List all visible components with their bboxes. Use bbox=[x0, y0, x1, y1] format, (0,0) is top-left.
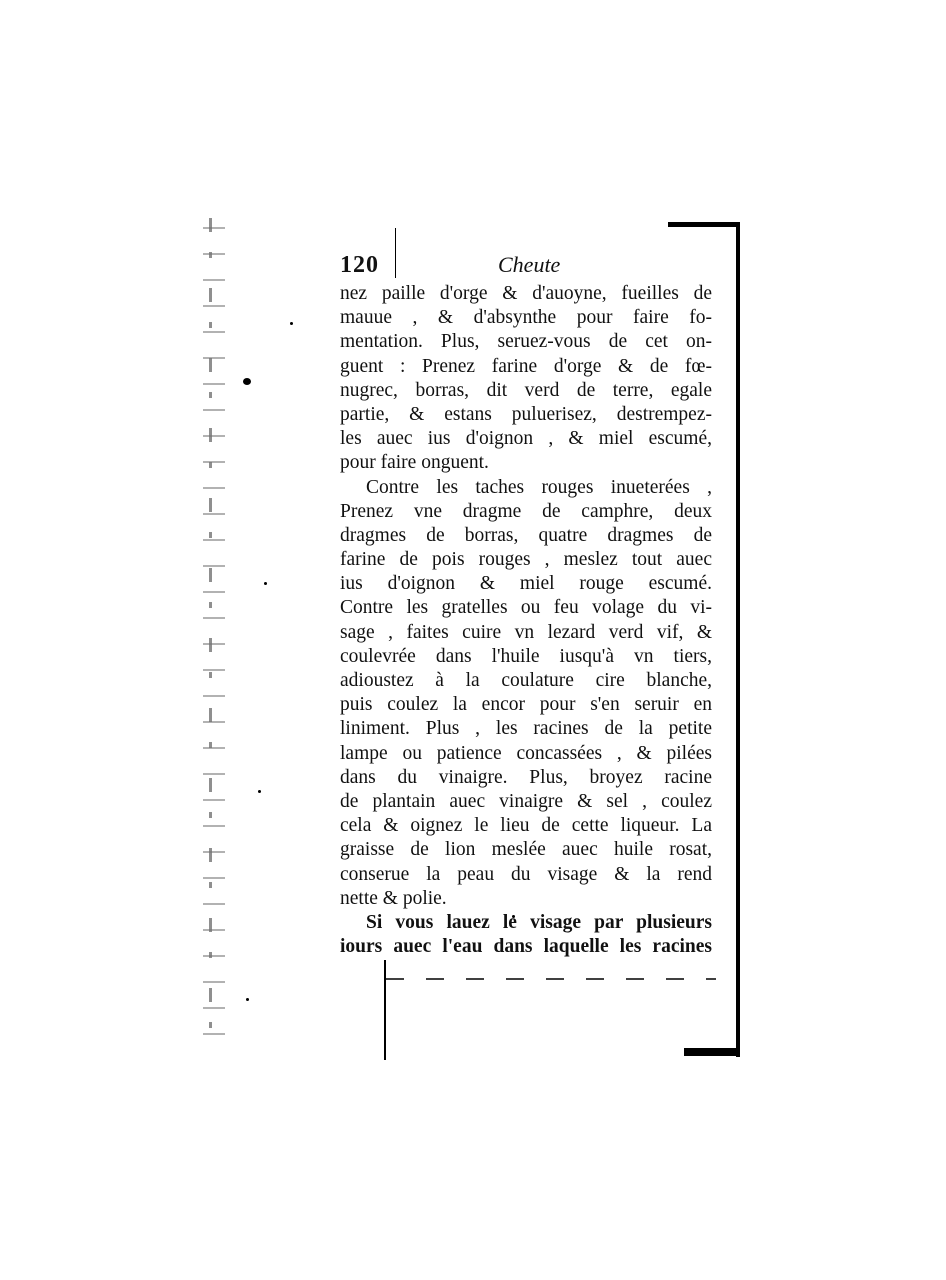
text-line: les auec ius d'oignon , & miel escumé, bbox=[340, 428, 712, 450]
running-head bbox=[340, 250, 712, 284]
running-title: Cheute bbox=[498, 252, 561, 277]
text-line: nez paille d'orge & d'auoyne, fueilles de bbox=[340, 283, 712, 304]
ink-spot bbox=[258, 790, 261, 793]
page-number: 120 bbox=[340, 252, 379, 278]
body-text bbox=[340, 282, 712, 959]
text-line: graisse de lion meslée auec huile rosat, bbox=[340, 839, 712, 861]
text-line: ius d'oignon & miel rouge escumé. bbox=[340, 573, 712, 595]
text-line: pour faire onguent. bbox=[340, 452, 489, 474]
page-right-edge bbox=[736, 222, 740, 1057]
text-line: iours auec l'eau dans laquelle les racines bbox=[340, 936, 712, 958]
ink-spot bbox=[243, 378, 251, 385]
page-bottom-edge-mark bbox=[684, 1048, 740, 1056]
scan-artifact-dashes bbox=[386, 978, 716, 980]
ink-spot bbox=[264, 582, 267, 585]
text-line: mauue , & d'absynthe pour faire fo- bbox=[340, 307, 712, 329]
text-line: Prenez vne dragme de camphre, deux bbox=[340, 500, 712, 522]
text-line: Si vous lauez le visage par plusieurs bbox=[366, 911, 712, 933]
text-line: mentation. Plus, seruez-vous de cet on- bbox=[340, 331, 712, 353]
text-line: coulevrée dans l'huile iusqu'à vn tiers, bbox=[340, 645, 712, 667]
text-line: partie, & estans puluerisez, destrempez- bbox=[340, 403, 712, 425]
text-line: conserue la peau du visage & la rend bbox=[340, 863, 712, 885]
scan-artifact-line bbox=[384, 960, 386, 1060]
text-line: guent : Prenez farine d'orge & de fœ- bbox=[340, 355, 712, 377]
text-line: cela & oignez le lieu de cette liqueur. La bbox=[340, 815, 712, 837]
text-line: Contre les gratelles ou feu volage du vi- bbox=[340, 597, 712, 619]
text-line: nette & polie. bbox=[340, 887, 447, 909]
text-line: adioustez à la coulature cire blanche, bbox=[340, 670, 712, 691]
text-line: de plantain auec vinaigre & sel , coulez bbox=[340, 790, 712, 812]
text-line: dans du vinaigre. Plus, broyez racine bbox=[340, 766, 712, 788]
text-line: nugrec, borras, dit verd de terre, egale bbox=[340, 379, 712, 401]
text-line: lampe ou patience concassées , & pilées bbox=[340, 742, 712, 764]
ink-spot bbox=[246, 998, 249, 1001]
text-line: sage , faites cuire vn lezard verd vif, & bbox=[340, 621, 712, 643]
text-line: puis coulez la encor pour s'en seruir en bbox=[340, 694, 712, 716]
text-line: Contre les taches rouges inueterées , bbox=[366, 476, 712, 498]
text-line: farine de pois rouges , meslez tout auec bbox=[340, 549, 712, 571]
page-top-edge-mark bbox=[668, 222, 740, 227]
page-left-binding-edge bbox=[203, 218, 225, 1058]
text-line: liniment. Plus , les racines de la petite bbox=[340, 718, 712, 740]
ink-spot bbox=[290, 322, 293, 325]
text-line: dragmes de borras, quatre dragmes de bbox=[340, 524, 712, 546]
